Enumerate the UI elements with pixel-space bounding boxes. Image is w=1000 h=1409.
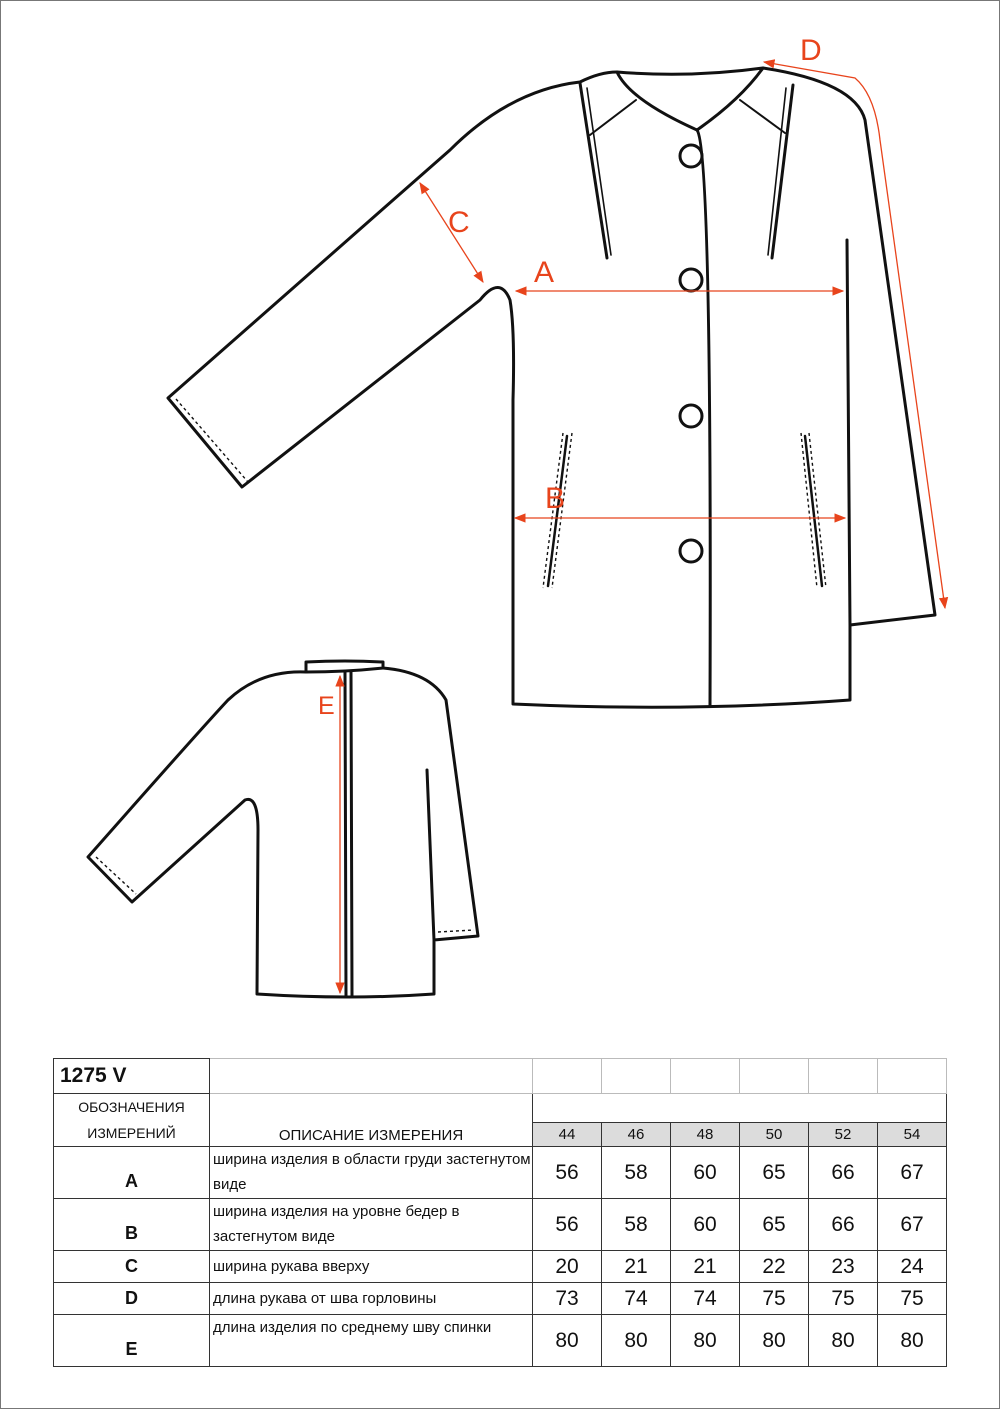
measurement-value: 80 [809, 1315, 878, 1367]
table-row [54, 1315, 947, 1367]
back-center-seam [345, 672, 352, 996]
back-view [88, 661, 478, 997]
back-outline [88, 668, 478, 997]
measurement-code: D [54, 1283, 210, 1315]
model-number: 1275 V [54, 1059, 210, 1094]
measurement-value: 80 [602, 1315, 671, 1367]
measurement-value: 74 [671, 1283, 740, 1315]
size-header: 48 [671, 1123, 740, 1147]
measure-line-d [764, 62, 945, 608]
button-3 [680, 405, 702, 427]
front-view [168, 68, 935, 707]
measurement-value: 66 [809, 1199, 878, 1251]
measurement-value: 80 [533, 1315, 602, 1367]
measurement-value: 80 [740, 1315, 809, 1367]
side-seam [847, 240, 850, 625]
measurement-value: 65 [740, 1199, 809, 1251]
measurement-code: B [54, 1199, 210, 1251]
raglan-seam-left [580, 83, 607, 258]
table-row [54, 1199, 947, 1251]
measurement-code: A [54, 1147, 210, 1199]
back-side-seam [427, 770, 434, 940]
measurement-value: 75 [809, 1283, 878, 1315]
size-table [53, 1058, 947, 1367]
front-outline [168, 68, 935, 707]
size-header: 44 [533, 1123, 602, 1147]
raglan-seam-right [772, 85, 793, 258]
measurement-code: C [54, 1251, 210, 1283]
model-row [54, 1059, 947, 1094]
label-e: E [318, 692, 335, 720]
measurement-value: 23 [809, 1251, 878, 1283]
measurement-value: 56 [533, 1199, 602, 1251]
header-description: ОПИСАНИЕ ИЗМЕРЕНИЯ [210, 1094, 533, 1147]
measurement-value: 60 [671, 1199, 740, 1251]
measurement-value: 21 [602, 1251, 671, 1283]
measurement-value: 60 [671, 1147, 740, 1199]
size-header: 50 [740, 1123, 809, 1147]
front-collar [617, 68, 763, 130]
measurement-description: ширина изделия в области груди застегнутом виде [210, 1147, 533, 1199]
size-header: 46 [602, 1123, 671, 1147]
measurement-description: длина рукава от шва горловины [210, 1283, 533, 1315]
table-row [54, 1283, 947, 1315]
center-placket [697, 130, 710, 706]
label-b: B [545, 482, 566, 515]
measurement-value: 65 [740, 1147, 809, 1199]
measurement-value: 58 [602, 1147, 671, 1199]
back-hem-stitch [438, 930, 474, 932]
button-4 [680, 540, 702, 562]
measurement-value: 80 [671, 1315, 740, 1367]
label-c: C [448, 206, 470, 239]
sleeve-hem-stitch [176, 399, 248, 482]
measurement-value: 21 [671, 1251, 740, 1283]
measurement-value: 74 [602, 1283, 671, 1315]
measurement-value: 75 [878, 1283, 947, 1315]
pocket-right [805, 436, 822, 586]
measurement-value: 75 [740, 1283, 809, 1315]
size-header: 54 [878, 1123, 947, 1147]
measurement-value: 58 [602, 1199, 671, 1251]
label-d: D [800, 34, 822, 67]
measurement-value: 66 [809, 1147, 878, 1199]
button-2 [680, 269, 702, 291]
measurement-value: 67 [878, 1147, 947, 1199]
measurement-description: длина изделия по среднему шву спинки [210, 1315, 533, 1367]
table-row [54, 1147, 947, 1199]
raglan-seam-left-inner [587, 88, 611, 255]
size-header: 52 [809, 1123, 878, 1147]
header-codes: ОБОЗНАЧЕНИЯ ИЗМЕРЕНИЙ [54, 1094, 210, 1147]
measurement-value: 67 [878, 1199, 947, 1251]
header-row-top [54, 1094, 947, 1123]
measurement-description: ширина изделия на уровне бедер в застегнутом виде [210, 1199, 533, 1251]
measurement-value: 20 [533, 1251, 602, 1283]
yoke-right [740, 100, 785, 133]
measurement-value: 73 [533, 1283, 602, 1315]
back-sleeve-stitch [96, 857, 136, 894]
measurement-value: 80 [878, 1315, 947, 1367]
yoke-left [590, 100, 636, 135]
measurement-value: 24 [878, 1251, 947, 1283]
back-collar [306, 661, 383, 672]
measurement-description: ширина рукава вверху [210, 1251, 533, 1283]
measurement-value: 56 [533, 1147, 602, 1199]
measurement-value: 22 [740, 1251, 809, 1283]
button-1 [680, 145, 702, 167]
measurement-code: E [54, 1315, 210, 1367]
table-row [54, 1251, 947, 1283]
label-a: A [534, 256, 555, 289]
